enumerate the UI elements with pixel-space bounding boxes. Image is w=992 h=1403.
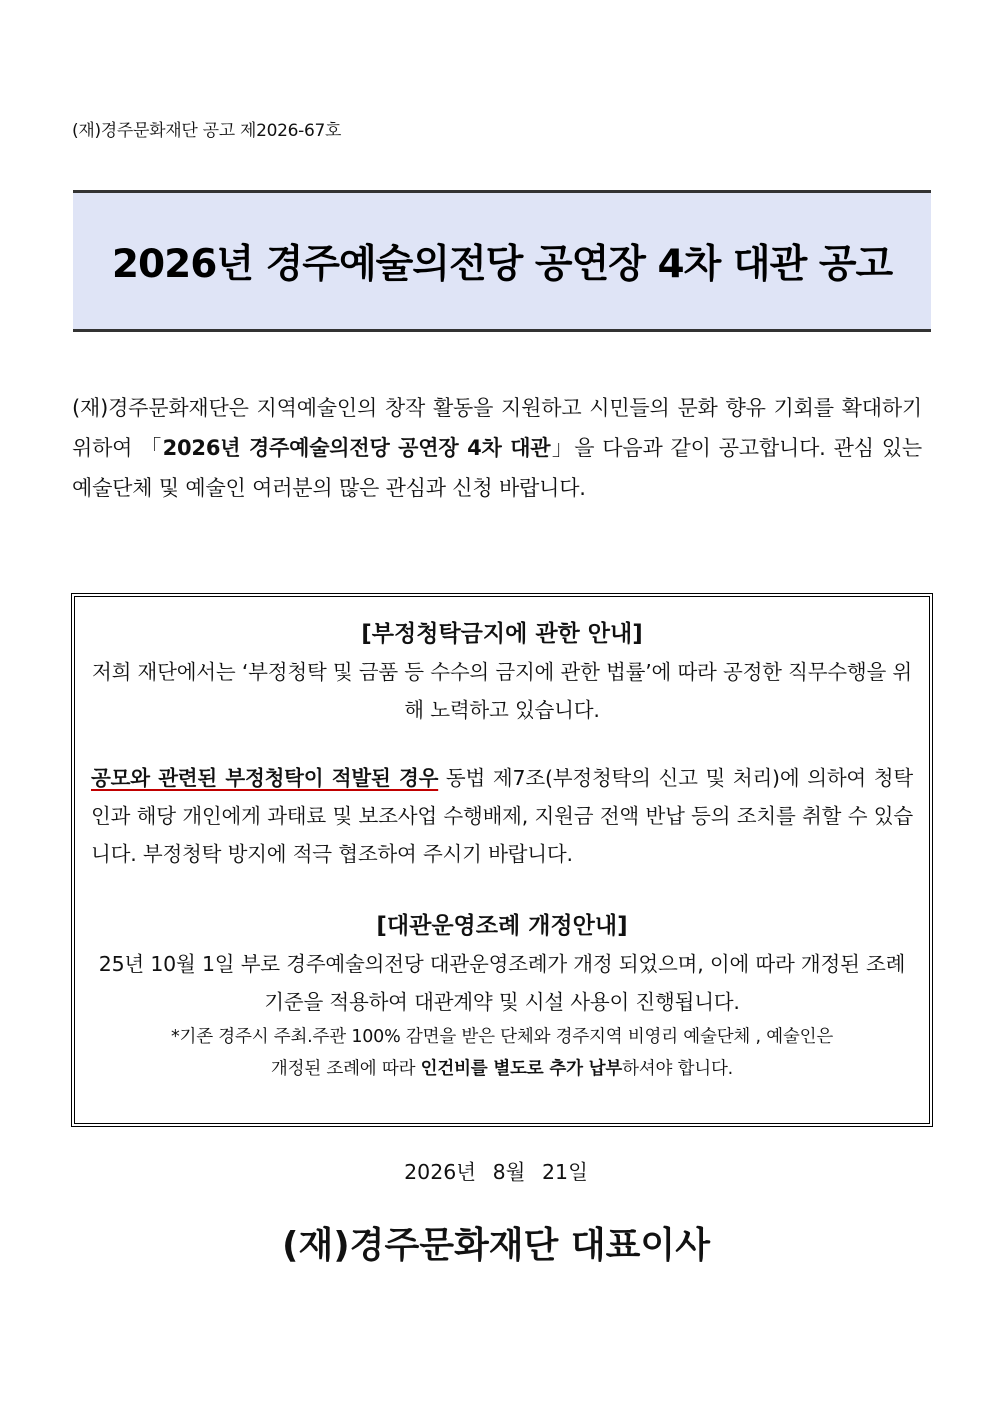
intro-text-after: 」을 다음과 같이 공고합니다. 관심 있는 예술단체 및 예술인 여러분의 많은 관심과 신청 바랍니다. [72,436,922,500]
ordinance-heading: [대관운영조례 개정안내] [376,913,628,939]
ordinance-note-before: 개정된 조례에 따라 [270,1059,421,1079]
anti-graft-paragraph-2-rest: 동법 제7조(부정청탁의 신고 및 처리)에 의하여 청탁인과 해당 개인에게 과태료 및 보조사업 수행배제, 지원금 전액 반납 등의 조치를 취할 수 있습니다. 부정청탁 방지에 적극 협조하여 주시기 바랍니다. [91,766,913,866]
ordinance-note-bold: 인건비를 별도로 추가 납부 [420,1059,623,1079]
ordinance-paragraph: 25년 10월 1일 부로 경주예술의전당 대관운영조례가 개정 되었으며, 이에 따라 개정된 조례 기준을 적용하여 대관계약 및 시설 사용이 진행됩니다. [98,952,906,1014]
intro-paragraph [72,388,922,508]
notice-box-inner [74,596,930,1124]
intro-text-bold: 2026년 경주예술의전당 공연장 4차 대관 [162,436,551,460]
intro-text-before: (재)경주문화재단은 지역예술인의 창작 활동을 지원하고 시민들의 문화 향유 기회를 확대하기 위하여 「 [72,396,922,460]
page-title: 2026년 경주예술의전당 공연장 4차 대관 공고 [111,242,893,287]
ordinance-note-after: 하셔야 합니다. [622,1059,734,1079]
anti-graft-warning-underlined: 공모와 관련된 부정청탁이 적발된 경우 [91,766,439,790]
anti-graft-paragraph-2 [91,759,913,873]
title-banner [73,190,931,332]
anti-graft-heading: [부정청탁금지에 관한 안내] [361,621,643,647]
ordinance-note-line-1: *기존 경주시 주최.주관 100% 감면을 받은 단체와 경주지역 비영리 예술단체 , 예술인은 [170,1027,834,1047]
ordinance-note-line-2 [91,1053,913,1085]
signer: (재)경주문화재단 대표이사 [282,1225,710,1266]
notice-date: 2026년 8월 21일 [404,1160,588,1184]
notice-box [71,593,933,1127]
anti-graft-paragraph-1: 저희 재단에서는 ‘부정청탁 및 금품 등 수수의 금지에 관한 법률’에 따라 공정한 직무수행을 위해 노력하고 있습니다. [91,660,913,722]
notice-number: (재)경주문화재단 공고 제2026-67호 [72,121,342,141]
